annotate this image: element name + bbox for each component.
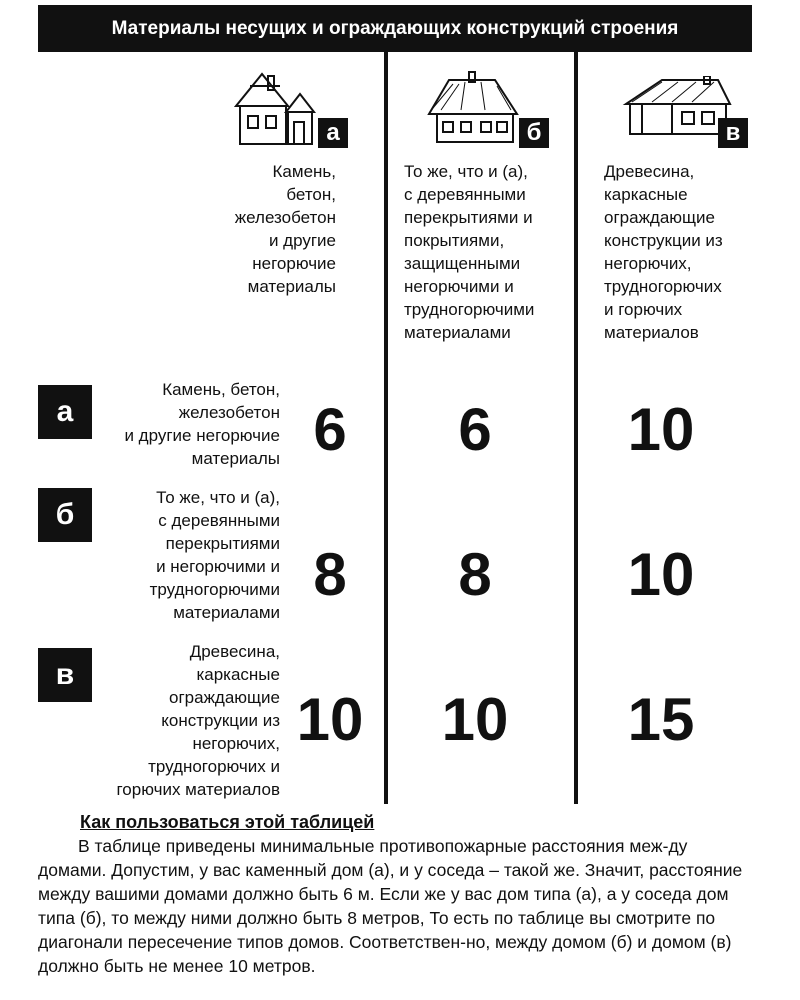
row-description-b: То же, что и (а), с деревянными перекрытиями и негорючими и трудногорючими материалами [149,488,280,622]
column-description-a: Камень, бетон, железобетон и другие негорючие материалы [234,162,336,296]
distance-value-a-a: 6 [313,396,347,463]
column-badge-c: в [718,118,748,148]
distance-value-c-b: 10 [441,686,509,753]
distance-value-b-a: 8 [313,541,347,608]
thatched-house-icon [425,70,525,146]
column-description-c: Древесина, каркасные ограждающие конструкции из негорючих, трудногорючих и горючих материалов [604,162,723,342]
wooden-house-icon [622,76,732,138]
table-title: Материалы несущих и ограждающих конструкций строения [38,5,752,52]
column-description-b: То же, что и (а), с деревянными перекрытиями и покрытиями, защищенными негорючими и трудногорючими материалами [404,162,535,342]
column-badge-b: б [519,118,549,148]
row-badge-c: в [38,648,92,702]
stone-house-icon [230,66,330,148]
row-description-a: Камень, бетон, железобетон и другие негорючие материалы [124,380,280,468]
row-description-c: Древесина, каркасные ограждающие конструкции из негорючих, трудногорючих и горючих материалов [116,642,280,799]
distance-value-c-a: 10 [296,686,364,753]
distance-value-c-c: 15 [627,686,695,753]
distance-value-a-c: 10 [627,396,695,463]
row-badge-b: б [38,488,92,542]
distance-value-b-c: 10 [627,541,695,608]
row-badge-a: а [38,385,92,439]
howto-body: В таблице приведены минимальные противопожарные расстояния меж-ду домами. Допустим, у вас каменный дом (а), и у соседа – такой же. Значит, расстояние между вашими домами должно быть 6 м. Если же у вас дом типа (а), а у соседа дом типа (б), то между ними должно быть 8 метров, То есть по таблице вы смотрите по диагонали пересечение типов домов. Соответствен-но, между домом (б) и домом (в) должно быть не менее 10 метров. [38,836,743,976]
howto-title: Как пользоваться этой таблицей [80,812,375,832]
column-badge-a: а [318,118,348,148]
distance-value-b-b: 8 [458,541,492,608]
distance-value-a-b: 6 [458,396,492,463]
column-divider-2 [574,52,578,804]
